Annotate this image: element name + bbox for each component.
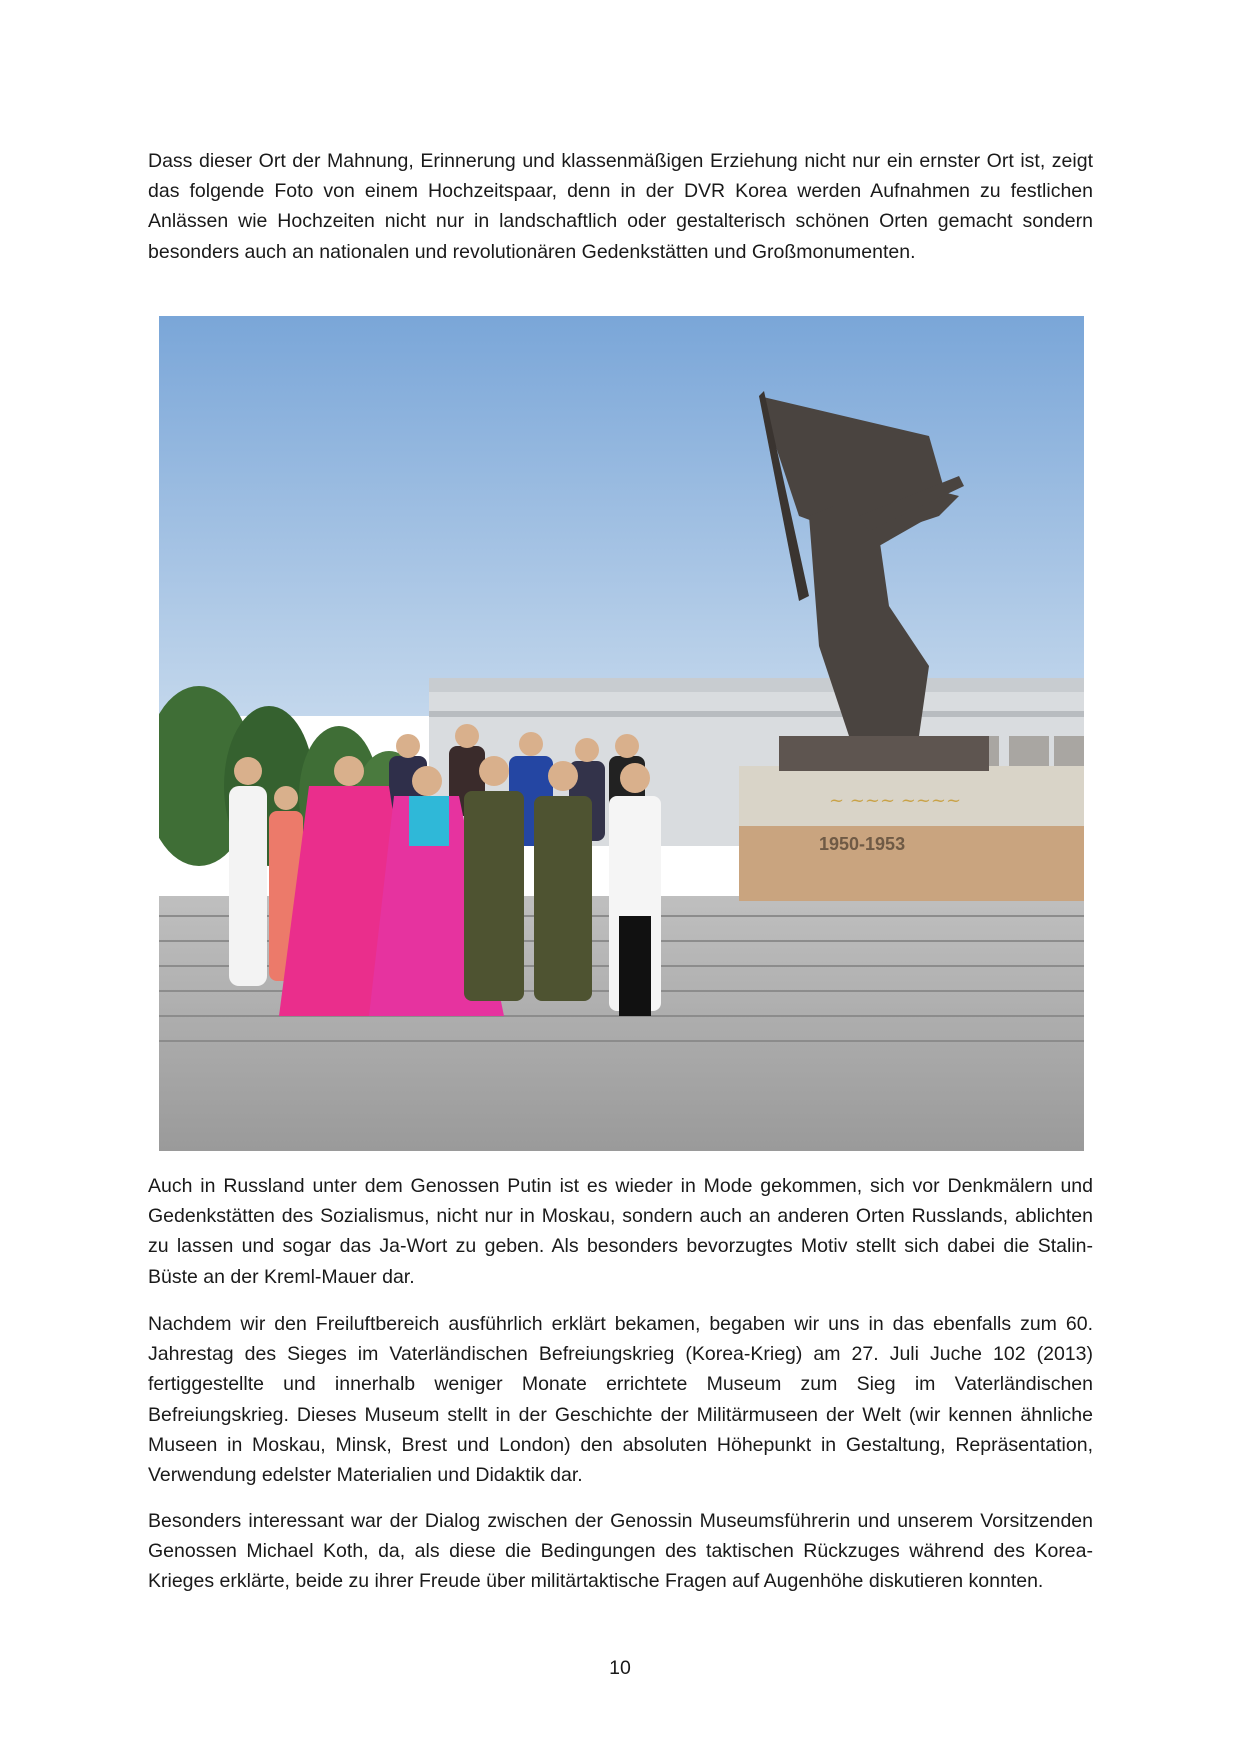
paragraph-1: Dass dieser Ort der Mahnung, Erinnerung und klassenmäßigen Erziehung nicht nur ein ernster Ort ist, zeigt das folgende Foto von einem Hochzeitspaar, denn in der DVR Korea werden Aufnahmen zu festlichen Anlässen wie Hochzeiten nicht nur in landschaftlich oder gestalterisch schönen Orten gemacht sondern besonders auch an nationalen und revolutionären Gedenkstätten und Großmonumenten. <box>148 150 1093 263</box>
wedding-photo <box>159 316 1084 1151</box>
paragraph-2: Auch in Russland unter dem Genossen Putin ist es wieder in Mode gekommen, sich vor Denkmälern und Gedenkstätten des Sozialismus, nicht nur in Moskau, sondern auch an anderen Orten Russlands, ablichten zu lassen und sogar das Ja-Wort zu geben. Als besonders bevorzugtes Motiv stellt sich dabei die Stalin-Büste an der Kreml-Mauer dar. <box>148 1175 1093 1288</box>
svg-text:~ ~~~ ~~~~: ~ ~~~ ~~~~ <box>829 790 962 811</box>
page-number: 10 <box>609 1657 631 1679</box>
paragraph-3: Nachdem wir den Freiluftbereich ausführlich erklärt bekamen, begaben wir uns in das ebenfalls zum 60. Jahrestag des Sieges im Vaterländischen Befreiungskrieg (Korea-Krieg) am 27. Juli Juche 102 (2013) fertiggestellte und innerhalb weniger Monate errichtete Museum zum Sieg im Vaterländischen Befreiungskrieg. Dieses Museum stellt in der Geschichte der Militärmuseen der Welt (wir kennen ähnliche Museen in Moskau, Minsk, Brest und London) den absoluten Höhepunkt in Gestaltung, Repräsentation, Verwendung edelster Materialien und Didaktik dar. <box>148 1313 1093 1487</box>
monument-inscription: 1950-1953 <box>819 834 906 854</box>
sky <box>159 316 1084 716</box>
paragraph-4: Besonders interessant war der Dialog zwischen der Genossin Museumsführerin und unserem Vorsitzenden Genossen Michael Koth, da, als diese die Bedingungen des taktischen Rückzuges während des Korea-Krieges erklärte, beide zu ihrer Freude über militärtaktische Fragen auf Augenhöhe diskutieren konnten. <box>148 1510 1093 1593</box>
